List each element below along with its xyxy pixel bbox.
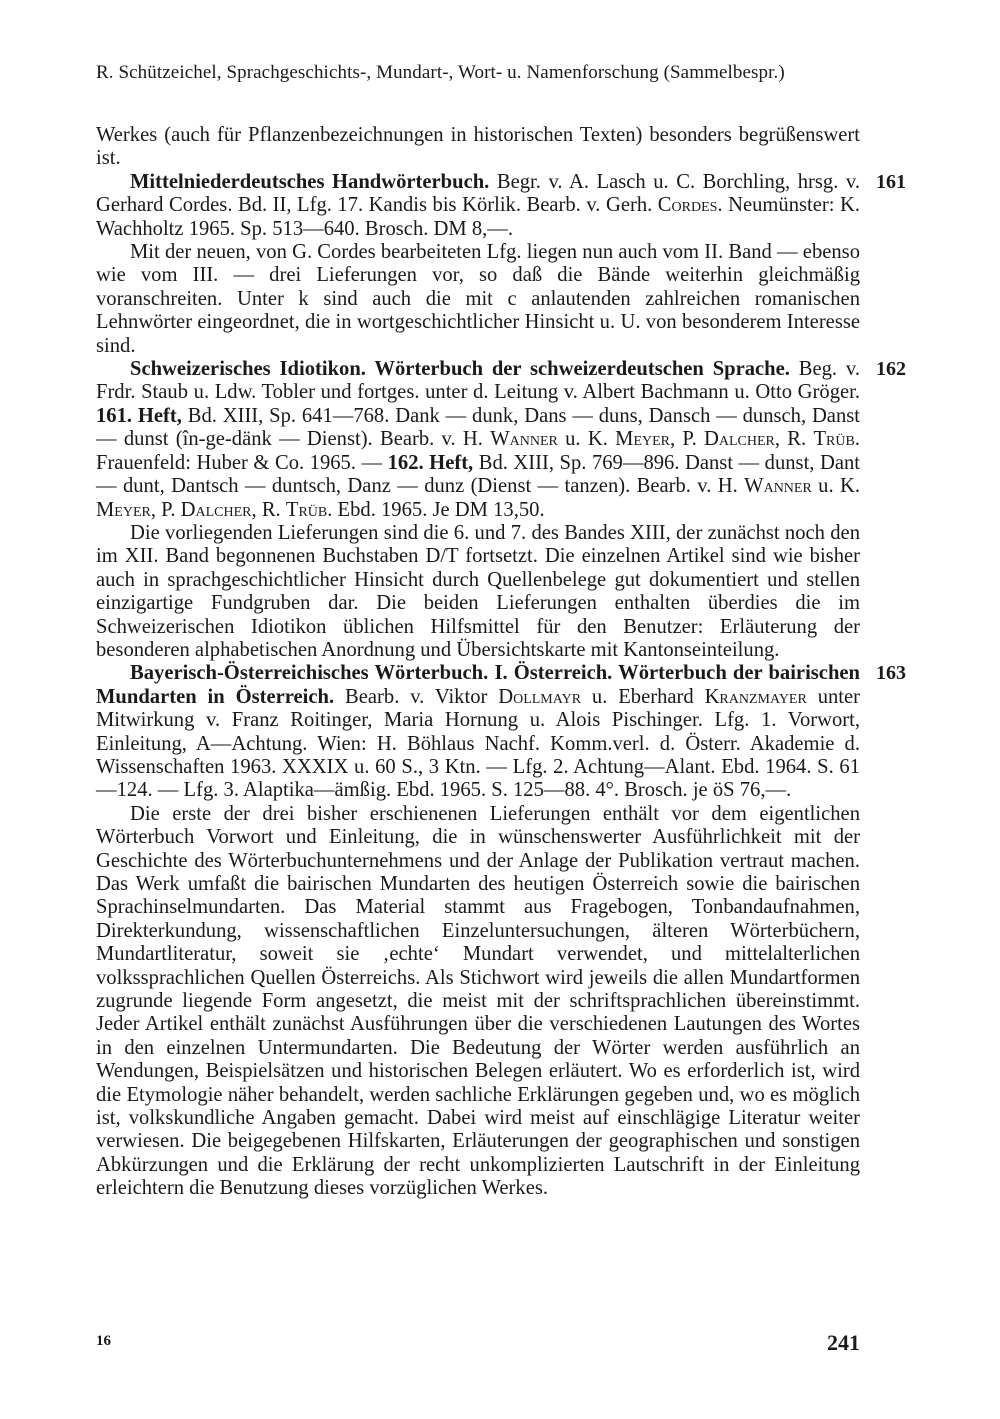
entry-163-review: Die erste der drei bisher erschienenen Lieferungen enthält vor dem eigentlichen Wörterbuch Vorwort und Einleitung, die in wünschenswerter Ausführlichkeit mit der Geschichte des Wörterbuchunternehmens und der Anlage der Publikation vertraut machen. Das Werk umfaßt die bairischen Mundarten des heutigen Österreich sowie die bairischen Sprachinselmundarten. Das Material stammt aus Fragebogen, Tonbandaufnahmen, Direkterkundung, wissenschaftlichen Einzeluntersuchungen, älteren Wörterbüchern, Mundartliteratur, soweit sie ‚echte‘ Mundart verwendet, und mittelalterlichen volkssprachlichen Quellen Österreichs. Als Stichwort wird jeweils die allen Mundartformen zugrunde liegende Form angesetzt, die meist mit der schriftsprachlichen übereinstimmt. Jeder Artikel enthält zunächst Ausführungen über die verschiedenen Lautungen des Wortes in den einzelnen Untermundarten. Die Bedeutung der Wörter werden ausführlich an Wendungen, Beispielsätzen und historischen Belegen erläutert. Wo es erforderlich ist, wird die Etymologie näher behandelt, werden sachliche Erklärungen gegeben und, wo es möglich ist, volkskundliche Angaben gemacht. Dabei wird meist auf einschlägige Literatur weiter verwiesen. Die beigegebenen Hilfskarten, Erläuterungen der geographischen und sonstigen Abkürzungen und die Erklärung der recht unkomplizierten Lautschrift in der Einleitung erleichtern die Benutzung dieses vorzüglichen Werkes.	[96, 802, 860, 1200]
connector-text: u. K.	[557, 428, 616, 451]
entry-bibliography: Beg. v. Frdr. Staub u. Ldw. Tobler und fortges. unter d. Leitung v. Albert Bachmann u. Otto Gröger.	[96, 358, 860, 404]
editor-name: Trüb	[285, 498, 328, 521]
entry-number: 161	[876, 170, 906, 193]
page-number: 241	[827, 1330, 860, 1355]
entry-162-review: Die vorliegenden Lieferungen sind die 6. und 7. des Bandes XIII, der zunächst noch den im XII. Band begonnenen Buchstaben D/T fortsetzt. Die einzelnen Artikel sind wie bisher auch in sprachgeschichtlicher Hinsicht durch Quellenbelege gut dokumentiert und stellen einzigartige Fundgruben dar. Die beiden Lieferungen enthalten überdies die im Schweizerischen Idiotikon üblichen Hilfsmittel für den Benutzer: Erläuterung der besonderen alphabetischen Anordnung und Übersichtskarte mit Kantonseinteilung.	[96, 521, 860, 661]
entry-162-citation	[96, 358, 906, 522]
entry-title: Bayerisch-Österreichisches Wörterbuch. I. Österreich. Wörterbuch der bairischen Mundarten in Österreich.	[96, 662, 860, 708]
entry-bibliography: Bd. XIII, Sp. 641—768. Dank — dunk, Dans — duns, Dansch — dunsch, Danst — dunst (în-ge-dänk — Dienst). Bearb. v. H.	[96, 404, 860, 451]
entry-bibliography: u. Eberhard	[581, 685, 705, 708]
editor-name: Dollmayr	[498, 685, 582, 708]
connector-text: , R.	[774, 428, 814, 451]
entry-bibliography: unter Mitwirkung v. Franz Roitinger, Maria Hornung u. Alois Pischinger. Lfg. 1. Vorwort, Einleitung, A—Achtung. Wien: H. Böhlaus Nachf. Komm.verl. d. Österr. Akademie d. Wissenschaften 1963. XXXIX u. 60 S., 3 Ktn. — Lfg. 2. Achtung—Alant. Ebd. 1964. S. 61—124. — Lfg. 3. Alaptika—ämßig. Ebd. 1965. S. 125—88. 4°. Brosch. je öS 76,—.	[96, 685, 861, 802]
editor-name: Dalcher	[704, 428, 775, 451]
entry-bibliography: Bd. XIII, Sp. 769—896. Danst — dunst, Dant — dunt, Dantsch — duntsch, Danz — dunz (Dienst — tanzen). Bearb. v. H.	[96, 451, 860, 498]
editor-name: Wanner	[490, 428, 558, 451]
editor-name: Cordes	[657, 194, 718, 217]
entry-bibliography: Begr. v. A. Lasch u. C. Borchling, hrsg. v. Gerhard Cordes. Bd. II, Lfg. 17. Kandis bis Körlik. Bearb. v. Gerh.	[96, 170, 861, 217]
entry-bibliography: Bearb. v. Viktor	[334, 685, 499, 708]
connector-text: , P.	[150, 498, 181, 521]
connector-text: , R.	[251, 498, 286, 521]
editor-name: Meyer	[96, 498, 151, 521]
article-body	[96, 124, 906, 1201]
intro-paragraph: Werkes (auch für Pflanzenbezeichnungen in historischen Texten) besonders begrüßenswert ist.	[96, 124, 860, 170]
entry-number: 162	[876, 358, 906, 381]
entry-bibliography: . Frauenfeld: Huber & Co. 1965. —	[96, 428, 860, 474]
entry-161-citation	[96, 170, 906, 241]
editor-name: Wanner	[744, 475, 812, 498]
entry-bibliography: . Ebd. 1965. Je DM 13,50.	[327, 498, 545, 521]
entry-bibliography: . Neumünster: K. Wachholtz 1965. Sp. 513—640. Brosch. DM 8,—.	[96, 194, 860, 240]
entry-title: Mittelniederdeutsches Handwörterbuch.	[130, 170, 490, 193]
entry-163-citation	[96, 662, 906, 802]
entry-161-review: Mit der neuen, von G. Cordes bearbeiteten Lfg. liegen nun auch vom II. Band — ebenso wie vom III. — drei Lieferungen vor, so daß die Bände weiterhin gleichmäßig voranschreiten. Unter k sind auch die mit c anlautenden zahlreichen romanischen Lehnwörter eingeordnet, die in wortgeschichtlicher Hinsicht u. U. von besonderem Interesse sind.	[96, 241, 860, 357]
issue-label: 162. Heft,	[387, 451, 474, 474]
printer-signature: 16	[96, 1333, 111, 1349]
editor-name: Dalcher	[180, 498, 252, 521]
connector-text: u. K.	[811, 475, 860, 498]
running-head: R. Schützeichel, Sprachgeschichts-, Mundart-, Wort- u. Namenforschung (Sammelbespr.)	[96, 62, 785, 83]
entry-number: 163	[876, 662, 906, 685]
editor-name: Meyer	[615, 428, 671, 451]
connector-text: , P.	[670, 428, 705, 451]
entry-title: Schweizerisches Idiotikon. Wörterbuch der schweizerdeutschen Sprache.	[130, 358, 790, 381]
editor-name: Kranzmayer	[704, 685, 807, 708]
issue-label: 161. Heft,	[96, 404, 182, 427]
editor-name: Trüb	[813, 428, 855, 451]
